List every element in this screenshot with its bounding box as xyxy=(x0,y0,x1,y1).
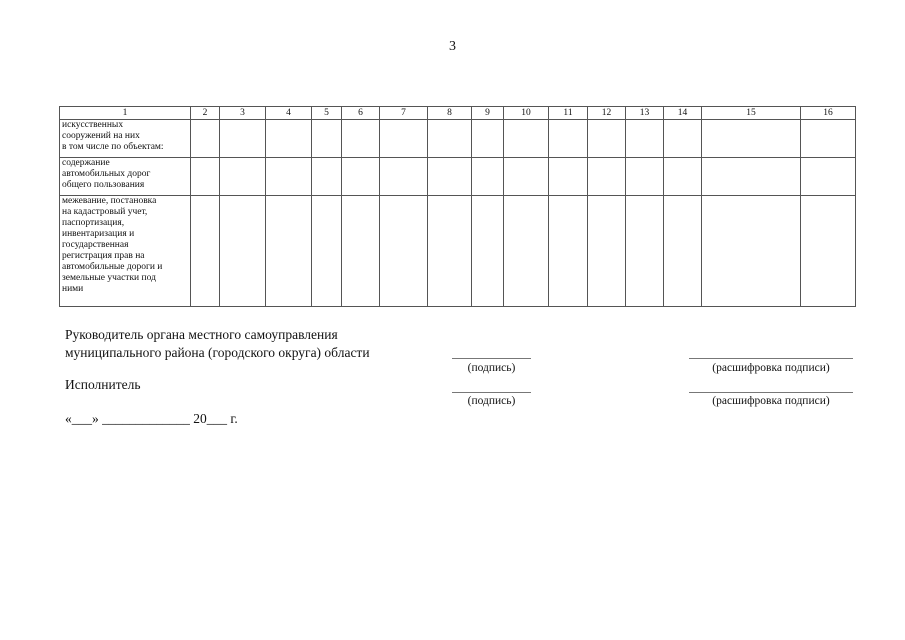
table-cell xyxy=(588,158,626,196)
row-label: содержание автомобильных дорог общего пользования xyxy=(60,158,191,196)
table-cell xyxy=(549,196,588,307)
table-cell xyxy=(626,120,664,158)
executor-label: Исполнитель xyxy=(65,377,141,392)
table-cell xyxy=(664,158,702,196)
col-header-7: 7 xyxy=(380,107,428,120)
col-header-2: 2 xyxy=(191,107,220,120)
table-cell xyxy=(549,120,588,158)
table-row xyxy=(60,120,856,158)
col-header-6: 6 xyxy=(342,107,380,120)
table-cell xyxy=(702,120,801,158)
table-cell xyxy=(504,120,549,158)
signature-line xyxy=(452,358,531,359)
table-cell xyxy=(428,158,472,196)
table-cell xyxy=(504,158,549,196)
col-header-14: 14 xyxy=(664,107,702,120)
table-cell xyxy=(702,158,801,196)
col-header-1: 1 xyxy=(60,107,191,120)
table-cell xyxy=(664,196,702,307)
table-cell xyxy=(266,158,312,196)
col-header-3: 3 xyxy=(220,107,266,120)
col-header-16: 16 xyxy=(801,107,856,120)
table-cell xyxy=(472,120,504,158)
row-label: межевание, постановка на кадастровый учет, паспортизация, инвентаризация и государственная регистрация прав на автомобильные дороги и земельные участки под ними xyxy=(60,196,191,307)
table-cell xyxy=(266,120,312,158)
table-cell xyxy=(626,196,664,307)
row-label: искусственных сооружений на них в том числе по объектам: xyxy=(60,120,191,158)
decode-line xyxy=(689,358,853,359)
col-header-15: 15 xyxy=(702,107,801,120)
col-header-5: 5 xyxy=(312,107,342,120)
table-cell xyxy=(220,158,266,196)
table-cell xyxy=(801,120,856,158)
col-header-9: 9 xyxy=(472,107,504,120)
decode-caption-2: (расшифровка подписи) xyxy=(712,395,830,407)
table-cell xyxy=(428,196,472,307)
signature-caption: (подпись) xyxy=(467,362,516,374)
table-cell xyxy=(549,158,588,196)
table-cell xyxy=(191,196,220,307)
table-cell xyxy=(472,158,504,196)
col-header-12: 12 xyxy=(588,107,626,120)
col-header-13: 13 xyxy=(626,107,664,120)
table-row xyxy=(60,158,856,196)
signature-caption-2: (подпись) xyxy=(467,395,516,407)
col-header-10: 10 xyxy=(504,107,549,120)
col-header-11: 11 xyxy=(549,107,588,120)
table-cell xyxy=(588,196,626,307)
table-cell xyxy=(380,158,428,196)
page-number: 3 xyxy=(449,39,456,54)
table-cell xyxy=(801,158,856,196)
table-cell xyxy=(504,196,549,307)
table-cell xyxy=(626,158,664,196)
col-header-4: 4 xyxy=(266,107,312,120)
table-cell xyxy=(191,158,220,196)
decode-caption: (расшифровка подписи) xyxy=(712,362,830,374)
table-cell xyxy=(266,196,312,307)
table-cell xyxy=(428,120,472,158)
table-cell xyxy=(312,120,342,158)
table-cell xyxy=(312,158,342,196)
table-cell xyxy=(664,120,702,158)
header-row xyxy=(60,107,856,120)
signature-line-2 xyxy=(452,392,531,393)
table-cell xyxy=(801,196,856,307)
table-cell xyxy=(380,196,428,307)
table-cell xyxy=(342,196,380,307)
decode-line-2 xyxy=(689,392,853,393)
table-cell xyxy=(191,120,220,158)
head-title-line1: Руководитель органа местного самоуправления xyxy=(65,327,338,342)
table-row xyxy=(60,196,856,307)
table-cell xyxy=(342,158,380,196)
head-title-line2: муниципального района (городского округа) области xyxy=(65,345,370,360)
date-line: «___» _____________ 20___ г. xyxy=(65,411,238,426)
table-cell xyxy=(220,120,266,158)
table-cell xyxy=(380,120,428,158)
table-cell xyxy=(702,196,801,307)
table-cell xyxy=(342,120,380,158)
table-cell xyxy=(220,196,266,307)
table-cell xyxy=(588,120,626,158)
table-cell xyxy=(472,196,504,307)
col-header-8: 8 xyxy=(428,107,472,120)
report-table xyxy=(59,106,856,307)
table-cell xyxy=(312,196,342,307)
